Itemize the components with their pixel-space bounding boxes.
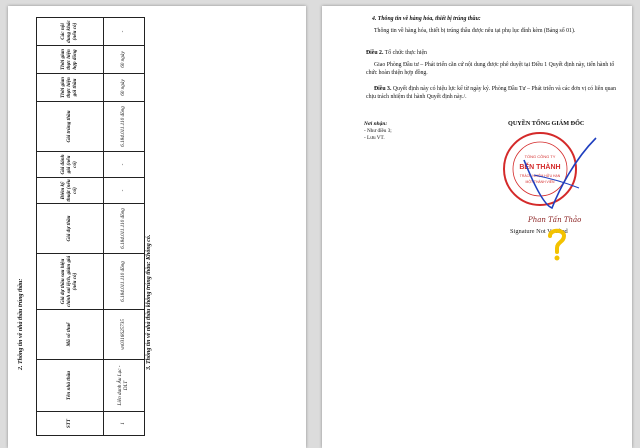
recipients-title: Nơi nhận: bbox=[364, 121, 388, 127]
section-2-title: 2. Thông tin về nhà thầu trúng thầu: bbox=[18, 278, 24, 370]
document-page-right bbox=[322, 6, 632, 448]
recipients-list bbox=[364, 128, 392, 142]
table-header-row bbox=[37, 18, 104, 436]
seal-line: TỔNG CÔNG TY bbox=[524, 154, 556, 159]
table-cell: 6.184.011.110 đồng bbox=[104, 204, 145, 254]
article-2-body: Giao Phòng Đầu tư – Phát triển căn cứ nội dung được phê duyệt tại Điều 1 Quyết định này, tiến hành tổ chức hoàn thiện hợp đồng. bbox=[366, 62, 615, 76]
table-cell: 1 bbox=[104, 412, 145, 436]
table-header: Mã số thuế bbox=[37, 310, 104, 360]
table-cell: - bbox=[104, 18, 145, 46]
article-3-label: Điều 3. bbox=[374, 86, 392, 92]
seal-line: MỘT THÀNH VIÊN bbox=[525, 180, 555, 184]
table-header: STT bbox=[37, 412, 104, 436]
table-header: Thời gian thực hiện gói thầu bbox=[37, 74, 104, 102]
signature-status: Signature Not Verified bbox=[510, 228, 568, 235]
seal-line: TRÁCH NHIỆM HỮU HẠN bbox=[519, 174, 561, 178]
table-cell: - bbox=[104, 152, 145, 178]
article-2-label: Điều 2. bbox=[366, 50, 384, 56]
signer-title: QUYỀN TỔNG GIÁM ĐỐC bbox=[508, 120, 585, 127]
document-page-left bbox=[8, 6, 306, 448]
winning-bidder-table bbox=[36, 17, 145, 436]
article-2-title: Tổ chức thực hiện bbox=[384, 50, 427, 56]
section-4-body: Thông tin về hàng hóa, thiết bị trúng thầu được nêu tại phụ lục đính kèm (Bảng số 01). bbox=[374, 28, 576, 34]
seal-line: BẾN THÀNH bbox=[519, 164, 561, 171]
table-cell: 60 ngày bbox=[104, 74, 145, 102]
table-header: Giá trúng thầu bbox=[37, 102, 104, 152]
table-row bbox=[104, 18, 145, 436]
table-header: Thời gian thực hiện hợp đồng bbox=[37, 46, 104, 74]
section-3-title: 3. Thông tin về nhà thầu không trúng thầu: Không có. bbox=[146, 234, 152, 370]
table-header: Điểm kỹ thuật (nếu có) bbox=[37, 178, 104, 204]
handwritten-signature bbox=[504, 130, 604, 220]
table-header: Tên nhà thầu bbox=[37, 360, 104, 412]
article-3 bbox=[366, 86, 621, 102]
table-header: Giá dự thầu bbox=[37, 204, 104, 254]
table-cell: - bbox=[104, 178, 145, 204]
table-header: Các nội dung khác (nếu có) bbox=[37, 18, 104, 46]
rotated-content bbox=[8, 6, 306, 448]
list-item: - Lưu VT. bbox=[364, 135, 385, 142]
table-header: Giá đánh giá (nếu có) bbox=[37, 152, 104, 178]
table-cell: 6.184.011.110 đồng bbox=[104, 102, 145, 152]
list-item: - Như điều 3; bbox=[364, 128, 392, 134]
article-2-heading bbox=[366, 50, 427, 58]
question-mark-icon bbox=[544, 226, 570, 262]
table-cell: Liên danh Âu Lạc - DLT bbox=[104, 360, 145, 412]
table-cell: 6.184.011.110 đồng bbox=[104, 254, 145, 310]
section-4-title: 4. Thông tin về hàng hóa, thiết bị trúng thầu: bbox=[372, 16, 481, 22]
table-cell: vn0316625735 bbox=[104, 310, 145, 360]
article-3-body: Quyết định này có hiệu lực kể từ ngày ký. Phòng Đầu Tư – Phát triển và các đơn vị có liên quan chịu trách nhiệm thi hành Quyết định này./. bbox=[366, 86, 616, 100]
signer-name: Phan Tấn Thảo bbox=[528, 216, 582, 224]
table-cell: 60 ngày bbox=[104, 46, 145, 74]
table-header: Giá dự thầu sau hiệu chỉnh sai lệch, giảm giá (nếu có) bbox=[37, 254, 104, 310]
